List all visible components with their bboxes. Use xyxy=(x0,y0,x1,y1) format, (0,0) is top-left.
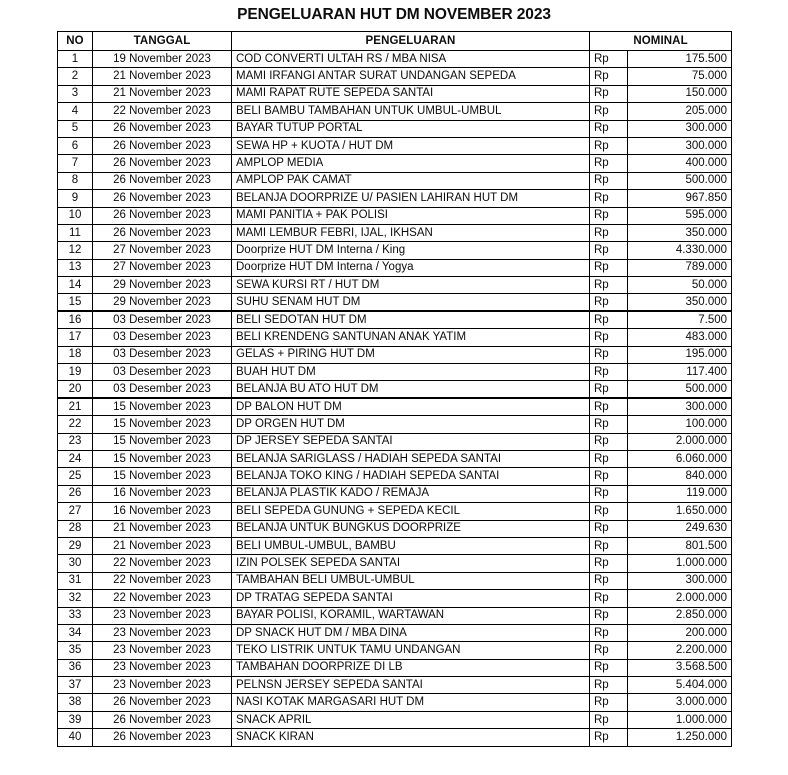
cell-tanggal: 03 Desember 2023 xyxy=(93,329,232,346)
table-row[interactable] xyxy=(58,120,732,137)
cell-nominal: 6.060.000 xyxy=(628,450,732,467)
cell-nominal: 200.000 xyxy=(628,624,732,641)
cell-nominal: 2.200.000 xyxy=(628,642,732,659)
table-row[interactable] xyxy=(58,137,732,154)
cell-nominal: 2.000.000 xyxy=(628,433,732,450)
cell-pengeluaran: SNACK KIRAN xyxy=(232,729,590,746)
cell-nominal: 50.000 xyxy=(628,277,732,294)
cell-no: 18 xyxy=(58,346,93,363)
cell-currency: Rp xyxy=(590,207,628,224)
cell-nominal: 350.000 xyxy=(628,224,732,241)
cell-no: 3 xyxy=(58,85,93,102)
cell-no: 5 xyxy=(58,120,93,137)
cell-currency: Rp xyxy=(590,416,628,433)
cell-nominal: 500.000 xyxy=(628,381,732,398)
cell-tanggal: 03 Desember 2023 xyxy=(93,364,232,381)
table-row[interactable] xyxy=(58,433,732,450)
cell-pengeluaran: DP SNACK HUT DM / MBA DINA xyxy=(232,624,590,641)
cell-pengeluaran: MAMI RAPAT RUTE SEPEDA SANTAI xyxy=(232,85,590,102)
cell-currency: Rp xyxy=(590,572,628,589)
table-row[interactable] xyxy=(58,155,732,172)
cell-no: 38 xyxy=(58,694,93,711)
cell-no: 2 xyxy=(58,68,93,85)
cell-currency: Rp xyxy=(590,155,628,172)
cell-pengeluaran: BELANJA UNTUK BUNGKUS DOORPRIZE xyxy=(232,520,590,537)
cell-tanggal: 15 November 2023 xyxy=(93,398,232,415)
cell-nominal: 400.000 xyxy=(628,155,732,172)
cell-tanggal: 21 November 2023 xyxy=(93,68,232,85)
cell-pengeluaran: AMPLOP MEDIA xyxy=(232,155,590,172)
cell-pengeluaran: BAYAR TUTUP PORTAL xyxy=(232,120,590,137)
table-row[interactable] xyxy=(58,485,732,502)
cell-tanggal: 22 November 2023 xyxy=(93,590,232,607)
cell-no: 31 xyxy=(58,572,93,589)
cell-currency: Rp xyxy=(590,224,628,241)
cell-tanggal: 29 November 2023 xyxy=(93,294,232,311)
table-row[interactable] xyxy=(58,346,732,363)
table-row[interactable] xyxy=(58,103,732,120)
cell-pengeluaran: BELI BAMBU TAMBAHAN UNTUK UMBUL-UMBUL xyxy=(232,103,590,120)
cell-nominal: 300.000 xyxy=(628,398,732,415)
cell-pengeluaran: BELANJA PLASTIK KADO / REMAJA xyxy=(232,485,590,502)
cell-nominal: 1.000.000 xyxy=(628,711,732,728)
cell-nominal: 249.630 xyxy=(628,520,732,537)
cell-currency: Rp xyxy=(590,242,628,259)
column-header-no: NO xyxy=(58,32,93,51)
table-row[interactable] xyxy=(58,555,732,572)
cell-no: 35 xyxy=(58,642,93,659)
cell-no: 13 xyxy=(58,259,93,276)
cell-currency: Rp xyxy=(590,190,628,207)
cell-currency: Rp xyxy=(590,485,628,502)
cell-tanggal: 03 Desember 2023 xyxy=(93,311,232,328)
table-row[interactable] xyxy=(58,242,732,259)
cell-no: 14 xyxy=(58,277,93,294)
table-row[interactable] xyxy=(58,51,732,68)
cell-currency: Rp xyxy=(590,51,628,68)
cell-nominal: 7.500 xyxy=(628,311,732,328)
table-row[interactable] xyxy=(58,381,732,398)
cell-nominal: 2.000.000 xyxy=(628,590,732,607)
cell-nominal: 840.000 xyxy=(628,468,732,485)
cell-pengeluaran: BELI KRENDENG SANTUNAN ANAK YATIM xyxy=(232,329,590,346)
cell-tanggal: 26 November 2023 xyxy=(93,207,232,224)
cell-currency: Rp xyxy=(590,433,628,450)
cell-pengeluaran: NASI KOTAK MARGASARI HUT DM xyxy=(232,694,590,711)
cell-tanggal: 23 November 2023 xyxy=(93,624,232,641)
cell-no: 11 xyxy=(58,224,93,241)
cell-no: 19 xyxy=(58,364,93,381)
cell-currency: Rp xyxy=(590,311,628,328)
cell-nominal: 300.000 xyxy=(628,572,732,589)
cell-nominal: 1.000.000 xyxy=(628,555,732,572)
table-row[interactable] xyxy=(58,694,732,711)
cell-currency: Rp xyxy=(590,711,628,728)
cell-pengeluaran: SNACK APRIL xyxy=(232,711,590,728)
cell-currency: Rp xyxy=(590,85,628,102)
cell-currency: Rp xyxy=(590,624,628,641)
cell-nominal: 150.000 xyxy=(628,85,732,102)
column-header-tanggal: TANGGAL xyxy=(93,32,232,51)
cell-nominal: 300.000 xyxy=(628,137,732,154)
cell-no: 34 xyxy=(58,624,93,641)
cell-currency: Rp xyxy=(590,294,628,311)
cell-tanggal: 15 November 2023 xyxy=(93,450,232,467)
table-row[interactable] xyxy=(58,277,732,294)
table-row[interactable] xyxy=(58,172,732,189)
cell-pengeluaran: MAMI LEMBUR FEBRI, IJAL, IKHSAN xyxy=(232,224,590,241)
cell-currency: Rp xyxy=(590,537,628,554)
column-header-pengeluaran: PENGELUARAN xyxy=(232,32,590,51)
cell-nominal: 195.000 xyxy=(628,346,732,363)
cell-currency: Rp xyxy=(590,259,628,276)
cell-nominal: 4.330.000 xyxy=(628,242,732,259)
cell-nominal: 175.500 xyxy=(628,51,732,68)
cell-pengeluaran: IZIN POLSEK SEPEDA SANTAI xyxy=(232,555,590,572)
cell-tanggal: 29 November 2023 xyxy=(93,277,232,294)
cell-currency: Rp xyxy=(590,450,628,467)
cell-nominal: 205.000 xyxy=(628,103,732,120)
cell-tanggal: 26 November 2023 xyxy=(93,120,232,137)
cell-no: 30 xyxy=(58,555,93,572)
cell-no: 33 xyxy=(58,607,93,624)
cell-tanggal: 26 November 2023 xyxy=(93,224,232,241)
cell-no: 37 xyxy=(58,677,93,694)
cell-tanggal: 22 November 2023 xyxy=(93,555,232,572)
cell-pengeluaran: BELI UMBUL-UMBUL, BAMBU xyxy=(232,537,590,554)
table-row[interactable] xyxy=(58,68,732,85)
cell-tanggal: 22 November 2023 xyxy=(93,572,232,589)
cell-currency: Rp xyxy=(590,590,628,607)
cell-pengeluaran: TAMBAHAN BELI UMBUL-UMBUL xyxy=(232,572,590,589)
table-row[interactable] xyxy=(58,311,732,328)
table-row[interactable] xyxy=(58,520,732,537)
cell-tanggal: 23 November 2023 xyxy=(93,642,232,659)
cell-nominal: 789.000 xyxy=(628,259,732,276)
cell-no: 1 xyxy=(58,51,93,68)
cell-currency: Rp xyxy=(590,68,628,85)
table-row[interactable] xyxy=(58,607,732,624)
table-row[interactable] xyxy=(58,224,732,241)
table-row[interactable] xyxy=(58,677,732,694)
table-header xyxy=(58,32,732,51)
cell-pengeluaran: SEWA HP + KUOTA / HUT DM xyxy=(232,137,590,154)
cell-nominal: 967.850 xyxy=(628,190,732,207)
cell-nominal: 3.000.000 xyxy=(628,694,732,711)
table-container xyxy=(57,31,731,747)
cell-no: 6 xyxy=(58,137,93,154)
cell-currency: Rp xyxy=(590,729,628,746)
table-row[interactable] xyxy=(58,642,732,659)
cell-currency: Rp xyxy=(590,398,628,415)
cell-pengeluaran: BELANJA BU ATO HUT DM xyxy=(232,381,590,398)
cell-pengeluaran: BELI SEDOTAN HUT DM xyxy=(232,311,590,328)
cell-pengeluaran: COD CONVERTI ULTAH RS / MBA NISA xyxy=(232,51,590,68)
cell-pengeluaran: Doorprize HUT DM Interna / Yogya xyxy=(232,259,590,276)
table-row[interactable] xyxy=(58,450,732,467)
cell-tanggal: 15 November 2023 xyxy=(93,468,232,485)
cell-tanggal: 19 November 2023 xyxy=(93,51,232,68)
cell-pengeluaran: PELNSN JERSEY SEPEDA SANTAI xyxy=(232,677,590,694)
cell-no: 10 xyxy=(58,207,93,224)
cell-pengeluaran: DP ORGEN HUT DM xyxy=(232,416,590,433)
cell-pengeluaran: TAMBAHAN DOORPRIZE DI LB xyxy=(232,659,590,676)
cell-tanggal: 15 November 2023 xyxy=(93,416,232,433)
cell-nominal: 1.250.000 xyxy=(628,729,732,746)
cell-no: 32 xyxy=(58,590,93,607)
cell-no: 12 xyxy=(58,242,93,259)
cell-tanggal: 23 November 2023 xyxy=(93,677,232,694)
table-row[interactable] xyxy=(58,590,732,607)
cell-currency: Rp xyxy=(590,659,628,676)
cell-no: 40 xyxy=(58,729,93,746)
cell-no: 16 xyxy=(58,311,93,328)
cell-currency: Rp xyxy=(590,346,628,363)
table-row[interactable] xyxy=(58,364,732,381)
cell-currency: Rp xyxy=(590,555,628,572)
cell-currency: Rp xyxy=(590,329,628,346)
cell-nominal: 801.500 xyxy=(628,537,732,554)
table-row[interactable] xyxy=(58,259,732,276)
cell-tanggal: 26 November 2023 xyxy=(93,137,232,154)
expenses-table xyxy=(57,31,732,747)
cell-currency: Rp xyxy=(590,503,628,520)
cell-no: 9 xyxy=(58,190,93,207)
table-header-row xyxy=(58,32,732,51)
cell-pengeluaran: BELANJA DOORPRIZE U/ PASIEN LAHIRAN HUT DM xyxy=(232,190,590,207)
table-row[interactable] xyxy=(58,537,732,554)
table-row[interactable] xyxy=(58,294,732,311)
cell-tanggal: 15 November 2023 xyxy=(93,433,232,450)
cell-currency: Rp xyxy=(590,607,628,624)
table-row[interactable] xyxy=(58,329,732,346)
cell-tanggal: 21 November 2023 xyxy=(93,85,232,102)
cell-tanggal: 03 Desember 2023 xyxy=(93,346,232,363)
cell-pengeluaran: MAMI IRFANGI ANTAR SURAT UNDANGAN SEPEDA xyxy=(232,68,590,85)
cell-no: 15 xyxy=(58,294,93,311)
cell-tanggal: 26 November 2023 xyxy=(93,729,232,746)
cell-tanggal: 16 November 2023 xyxy=(93,485,232,502)
cell-tanggal: 27 November 2023 xyxy=(93,259,232,276)
cell-currency: Rp xyxy=(590,103,628,120)
table-row[interactable] xyxy=(58,190,732,207)
cell-no: 4 xyxy=(58,103,93,120)
cell-pengeluaran: BELANJA TOKO KING / HADIAH SEPEDA SANTAI xyxy=(232,468,590,485)
page-title: PENGELUARAN HUT DM NOVEMBER 2023 xyxy=(237,6,551,23)
cell-nominal: 75.000 xyxy=(628,68,732,85)
cell-tanggal: 03 Desember 2023 xyxy=(93,381,232,398)
cell-pengeluaran: SUHU SENAM HUT DM xyxy=(232,294,590,311)
cell-tanggal: 27 November 2023 xyxy=(93,242,232,259)
cell-currency: Rp xyxy=(590,120,628,137)
cell-nominal: 5.404.000 xyxy=(628,677,732,694)
cell-no: 24 xyxy=(58,450,93,467)
table-row[interactable] xyxy=(58,624,732,641)
cell-nominal: 3.568.500 xyxy=(628,659,732,676)
cell-currency: Rp xyxy=(590,642,628,659)
cell-tanggal: 26 November 2023 xyxy=(93,190,232,207)
cell-no: 36 xyxy=(58,659,93,676)
cell-pengeluaran: BUAH HUT DM xyxy=(232,364,590,381)
cell-pengeluaran: DP TRATAG SEPEDA SANTAI xyxy=(232,590,590,607)
cell-no: 8 xyxy=(58,172,93,189)
cell-currency: Rp xyxy=(590,137,628,154)
cell-tanggal: 23 November 2023 xyxy=(93,659,232,676)
cell-pengeluaran: BAYAR POLISI, KORAMIL, WARTAWAN xyxy=(232,607,590,624)
cell-no: 27 xyxy=(58,503,93,520)
cell-nominal: 100.000 xyxy=(628,416,732,433)
table-row[interactable] xyxy=(58,416,732,433)
table-row[interactable] xyxy=(58,468,732,485)
cell-no: 25 xyxy=(58,468,93,485)
table-row[interactable] xyxy=(58,503,732,520)
cell-nominal: 300.000 xyxy=(628,120,732,137)
cell-currency: Rp xyxy=(590,172,628,189)
cell-pengeluaran: BELANJA SARIGLASS / HADIAH SEPEDA SANTAI xyxy=(232,450,590,467)
cell-no: 20 xyxy=(58,381,93,398)
cell-no: 26 xyxy=(58,485,93,502)
cell-tanggal: 22 November 2023 xyxy=(93,103,232,120)
table-row[interactable] xyxy=(58,659,732,676)
cell-tanggal: 21 November 2023 xyxy=(93,520,232,537)
cell-no: 21 xyxy=(58,398,93,415)
cell-currency: Rp xyxy=(590,364,628,381)
cell-pengeluaran: DP BALON HUT DM xyxy=(232,398,590,415)
table-body xyxy=(58,51,732,747)
cell-pengeluaran: GELAS + PIRING HUT DM xyxy=(232,346,590,363)
cell-no: 7 xyxy=(58,155,93,172)
cell-no: 28 xyxy=(58,520,93,537)
cell-currency: Rp xyxy=(590,520,628,537)
cell-tanggal: 26 November 2023 xyxy=(93,711,232,728)
cell-no: 39 xyxy=(58,711,93,728)
cell-currency: Rp xyxy=(590,694,628,711)
cell-nominal: 350.000 xyxy=(628,294,732,311)
cell-tanggal: 26 November 2023 xyxy=(93,172,232,189)
cell-pengeluaran: AMPLOP PAK CAMAT xyxy=(232,172,590,189)
cell-nominal: 500.000 xyxy=(628,172,732,189)
cell-tanggal: 16 November 2023 xyxy=(93,503,232,520)
cell-no: 29 xyxy=(58,537,93,554)
cell-tanggal: 26 November 2023 xyxy=(93,155,232,172)
cell-tanggal: 21 November 2023 xyxy=(93,537,232,554)
cell-pengeluaran: BELI SEPEDA GUNUNG + SEPEDA KECIL xyxy=(232,503,590,520)
cell-no: 17 xyxy=(58,329,93,346)
table-row[interactable] xyxy=(58,711,732,728)
cell-tanggal: 26 November 2023 xyxy=(93,694,232,711)
cell-no: 23 xyxy=(58,433,93,450)
table-row[interactable] xyxy=(58,572,732,589)
table-row[interactable] xyxy=(58,729,732,746)
table-row[interactable] xyxy=(58,207,732,224)
cell-pengeluaran: TEKO LISTRIK UNTUK TAMU UNDANGAN xyxy=(232,642,590,659)
cell-pengeluaran: MAMI PANITIA + PAK POLISI xyxy=(232,207,590,224)
cell-currency: Rp xyxy=(590,468,628,485)
cell-pengeluaran: Doorprize HUT DM Interna / King xyxy=(232,242,590,259)
cell-no: 22 xyxy=(58,416,93,433)
cell-nominal: 119.000 xyxy=(628,485,732,502)
column-header-nominal: NOMINAL xyxy=(590,32,732,51)
table-row[interactable] xyxy=(58,398,732,415)
cell-nominal: 2.850.000 xyxy=(628,607,732,624)
table-row[interactable] xyxy=(58,85,732,102)
cell-nominal: 117.400 xyxy=(628,364,732,381)
cell-currency: Rp xyxy=(590,277,628,294)
cell-currency: Rp xyxy=(590,381,628,398)
cell-nominal: 595.000 xyxy=(628,207,732,224)
cell-pengeluaran: SEWA KURSI RT / HUT DM xyxy=(232,277,590,294)
cell-nominal: 1.650.000 xyxy=(628,503,732,520)
cell-currency: Rp xyxy=(590,677,628,694)
cell-pengeluaran: DP JERSEY SEPEDA SANTAI xyxy=(232,433,590,450)
cell-nominal: 483.000 xyxy=(628,329,732,346)
cell-tanggal: 23 November 2023 xyxy=(93,607,232,624)
